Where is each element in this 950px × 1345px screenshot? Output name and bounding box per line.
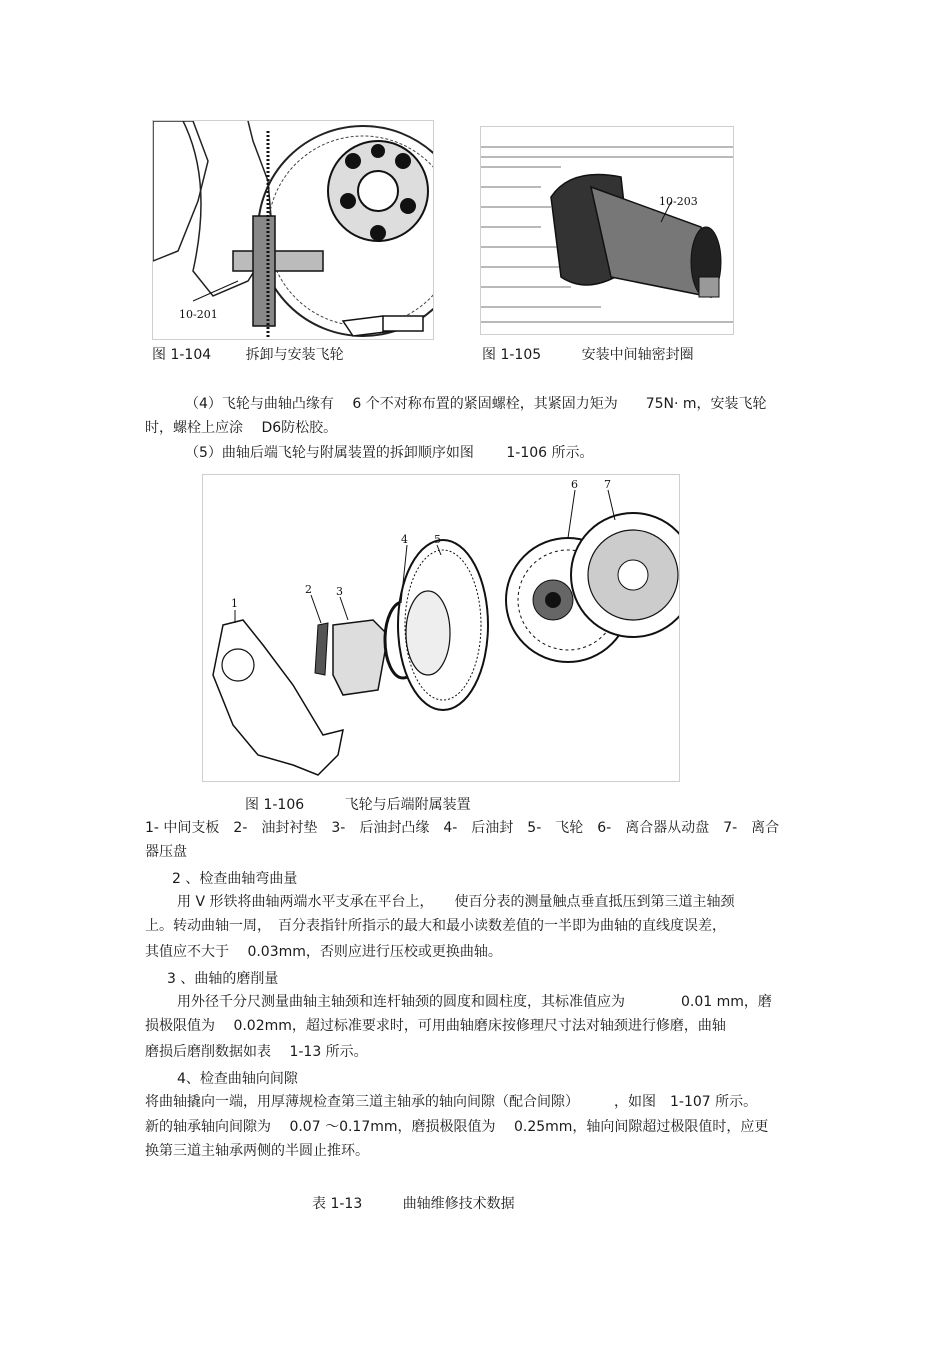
section-2-heading: 2 、检查曲轴弯曲量 — [172, 871, 298, 887]
paragraph-5: （5）曲轴后端飞轮与附属装置的拆卸顺序如图 1-106 所示。 — [185, 445, 594, 461]
figure-1-106-callout-5: 5 — [434, 533, 441, 546]
table-1-13-label: 表 1-13 — [312, 1196, 363, 1212]
paragraph-4-line-1: （4）飞轮与曲轴凸缘有 6 个不对称布置的紧固螺栓，其紧固力矩为 75N· m，安装飞轮 — [185, 396, 767, 412]
figure-1-104-label: 图 1-104 — [152, 347, 212, 363]
figure-1-106-caption — [245, 794, 471, 814]
figure-1-105-label: 图 1-105 — [482, 347, 542, 363]
figure-1-106-legend-line-1: 1- 中间支板 2- 油封衬垫 3- 后油封凸缘 4- 后油封 5- 飞轮 6- 离合器从动盘 7- 离合 — [145, 820, 780, 836]
figure-1-106-callout-6: 6 — [571, 478, 578, 491]
section-3-line-1: 用外径千分尺测量曲轴主轴颈和连杆轴颈的圆度和圆柱度，其标准值应为 0.01 mm，磨 — [177, 994, 772, 1010]
figure-1-104-caption — [152, 344, 344, 364]
section-2-line-1: 用 V 形铁将曲轴两端水平支承在平台上， 使百分表的测量触点垂直抵压到第三道主轴颈 — [177, 894, 735, 910]
table-1-13-caption — [312, 1193, 515, 1213]
figure-1-105-title: 安装中间轴密封圈 — [581, 347, 694, 363]
section-4-line-1: 将曲轴撬向一端，用厚薄规检查第三道主轴承的轴向间隙（配合间隙） ，如图 1-107 所示。 — [145, 1094, 758, 1110]
figure-1-106-label: 图 1-106 — [245, 797, 305, 813]
section-4-line-3: 换第三道主轴承两侧的半圆止推环。 — [145, 1143, 369, 1159]
section-2-line-2: 上。转动曲轴一周， 百分表指针所指示的最大和最小读数差值的一半即为曲轴的直线度误差， — [145, 918, 726, 934]
section-3-line-2: 损极限值为 0.02mm，超过标准要求时，可用曲轴磨床按修理尺寸法对轴颈进行修磨，曲轴 — [145, 1018, 726, 1034]
figure-1-106-callout-4: 4 — [401, 533, 408, 546]
section-4-line-2: 新的轴承轴向间隙为 0.07 ～0.17mm，磨损极限值为 0.25mm，轴向间隙超过极限值时，应更 — [145, 1119, 769, 1135]
figure-1-106-callout-1: 1 — [231, 597, 238, 610]
figure-1-105-tool-tag: 10-203 — [659, 195, 698, 208]
figure-1-104-drawing — [153, 121, 433, 339]
figure-1-105-drawing — [481, 127, 733, 334]
figure-1-104-title: 拆卸与安装飞轮 — [245, 347, 344, 363]
figure-1-106-callout-7: 7 — [604, 478, 611, 491]
paragraph-4-line-2: 时，螺栓上应涂 D6防松胶。 — [145, 420, 338, 436]
figure-1-106-title: 飞轮与后端附属装置 — [344, 797, 471, 813]
section-3-line-3: 磨损后磨削数据如表 1-13 所示。 — [145, 1044, 368, 1060]
section-3-heading: 3 、曲轴的磨削量 — [167, 971, 279, 987]
section-2-line-3: 其值应不大于 0.03mm，否则应进行压校或更换曲轴。 — [145, 944, 502, 960]
figure-1-105-caption — [482, 344, 694, 364]
figure-1-105 — [480, 126, 734, 335]
figure-1-104-tool-tag: 10-201 — [179, 308, 218, 321]
table-1-13-title: 曲轴维修技术数据 — [402, 1196, 515, 1212]
figure-1-106 — [202, 474, 680, 782]
figure-1-106-callout-2: 2 — [305, 583, 312, 596]
figure-1-106-callout-3: 3 — [336, 585, 343, 598]
figure-1-106-drawing — [203, 475, 679, 781]
figure-1-104 — [152, 120, 434, 340]
figure-1-106-legend-line-2: 器压盘 — [145, 844, 187, 860]
section-4-heading: 4、检查曲轴向间隙 — [177, 1071, 298, 1087]
